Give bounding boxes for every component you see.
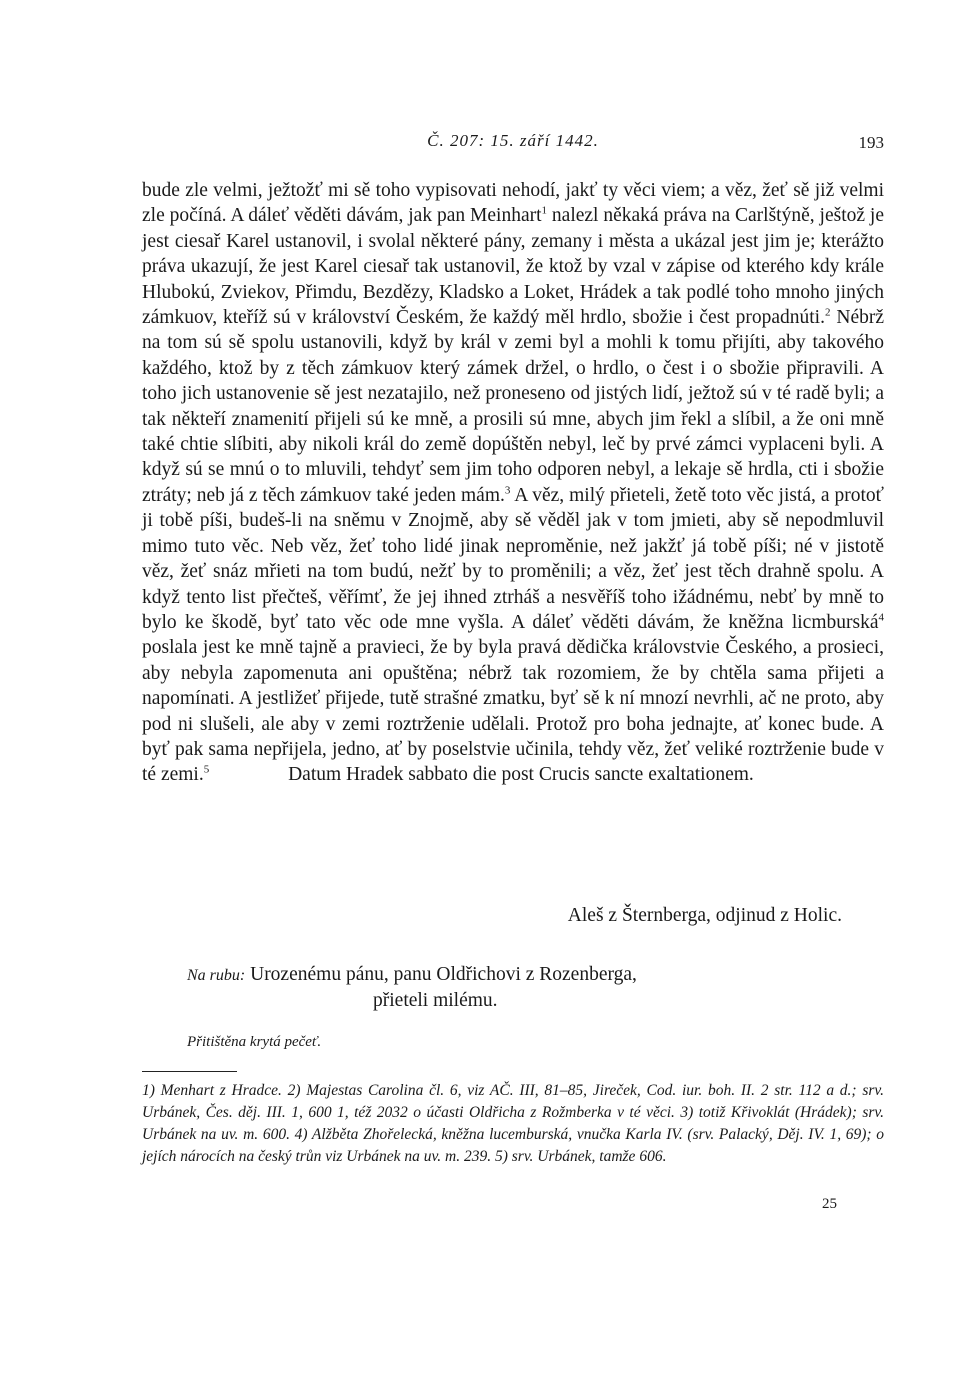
address-block	[187, 962, 637, 1014]
page-number: 193	[858, 133, 884, 152]
footnotes: 1) Menhart z Hradce. 2) Majestas Carolina čl. 6, viz AČ. III, 81–85, Jireček, Cod. iur. boh. II. 2 str. 112 a d.; srv. Urbánek, Čes. děj. III. 1, 600 1, též 2032 o účasti Oldřicha z Rožmberka v té věci. 3) totiž Křivoklát (Hrádek); srv. Urbánek na uv. m. 600. 4) Alžběta Zhořelecká, kněžna lucemburská, vnučka Karla IV. (srv. Palacký, Děj. IV. 1, 69); o jejích nárocích na český trůn viz Urbánek na uv. m. 239. 5) srv. Urbánek, tamže 606.	[142, 1082, 884, 1165]
running-title: Č. 207: 15. září 1442.	[427, 131, 599, 150]
seal-note: Přitištěna krytá pečeť.	[187, 1034, 322, 1050]
body-text: A věz, milý přieteli, žetě toto věc jistá, a protoť ji tobě píši, budeš-li na sněmu v Znojmě, aby sě věděl jak v tom jmieti, aby sě nepodmluvil mimo tuto věc. Neb věz, žeť toho lidé jinak neproměnie, než jakžť já tobě píši; né v jistotě věz, žeť snáz mřieti na tom budú, nežť by to proměnili; a věz, žeť jest těch drahně spolu. A když tento list přečteš, věřímť, že jej ihned ztrháš a nesvěříš toho ižádnému, nebť by mně to bylo ke škodě, byť tato věc ode mne vyšla. A dáleť věděti dávám, že kněžna licmburská	[142, 484, 884, 633]
body-text: Datum Hradek sabbato die post Crucis sancte exaltationem.	[283, 764, 754, 786]
footnote-ref-5: 5	[203, 763, 210, 776]
address-label: Na rubu:	[187, 967, 246, 984]
address-line: přieteli milému.	[373, 990, 498, 1012]
body-text: Nébrž na tom sú sě spolu ustanovili, když by král v zemi byl a mohli k tomu přijíti, aby takového každého, ktož by z těch zámkuov který zámek držel, o hrdlo, o čest i o sbožie připravili. A toho jich ustanovenie sě jest nezatajilo, než proneseno od jistých lidí, ježtož sú v té radě byli; a tak někteří znamenití přijeli sú ke mně, a prosili sú mne, abych jim řekl a slíbil, a že oni mně také chtie slíbiti, aby nikoli král do země dopúštěn nebyl, leč by prvé zámci vyplaceni byli. A když sú se mnú o to mluvili, tehdyť sem jim toho odporen nebyl, a lekaje sě hrdla, cti i sbožie ztráty; neb já z těch zámkuov také jeden mám.	[142, 307, 885, 506]
footnote-ref-1: 1	[541, 204, 548, 217]
body-text: bude zle velmi, ježtožť mi sě toho vypisovati nehodí, jakť ty věci viem; a věz, žeť sě již velmi zle počíná. A dáleť věděti dávám, jak pan Meinhart	[142, 180, 884, 227]
footnote-ref-2: 2	[824, 306, 831, 319]
footnote-ref-3: 3	[504, 484, 511, 497]
body-text: poslala jest ke mně tajně a pravieci, že by byla pravá dědička královstvie Českého, a prosieci, aby nebyla zapomenuta ani opuštěna; nébrž tak rozomiem, že by chtěla sama přijeti a napomínati. A jestližeť přijede, tutě strašné zmatku, byť sě k ní mnozí nevrhli, ač ne proto, aby pod ni slušeli, ale aby v zemi roztrženie udělali. Protož pro boha jednajte, ať konec bude. A byť pak sama nepřijela, jedno, ať by poselstvie učinila, tehdy věz, žeť veliké roztrženie bude v té zemi.	[142, 637, 884, 786]
footnote-rule	[142, 1071, 237, 1072]
running-header	[142, 131, 884, 155]
body-text: nalezl někaká práva na Carlštýně, ještož je jest ciesař Karel ustanovil, i svolal některé pány, zemany i města a ukázal jest jim je; kterážto práva ukazují, že jest Karel ciesař tak ustanovil, že ktož by vzal v zápise od kterého kdy krále Hlubokú, Zviekov, Přimdu, Bezdězy, Kladsko a Loket, Hrádek a tak podlé toho mnoho jiných zámkuov, kteříž sú v království Českém, že každý měl hrdlo, sbožie i čest propadnúti.	[142, 205, 884, 329]
letter-body	[142, 178, 884, 788]
address-line: Urozenému pánu, panu Oldřichovi z Rozenberga,	[250, 964, 637, 985]
footnote-ref-4: 4	[878, 611, 884, 624]
signature: Aleš z Šternberga, odjinud z Holic.	[567, 905, 842, 926]
sheet-number: 25	[822, 1196, 837, 1212]
